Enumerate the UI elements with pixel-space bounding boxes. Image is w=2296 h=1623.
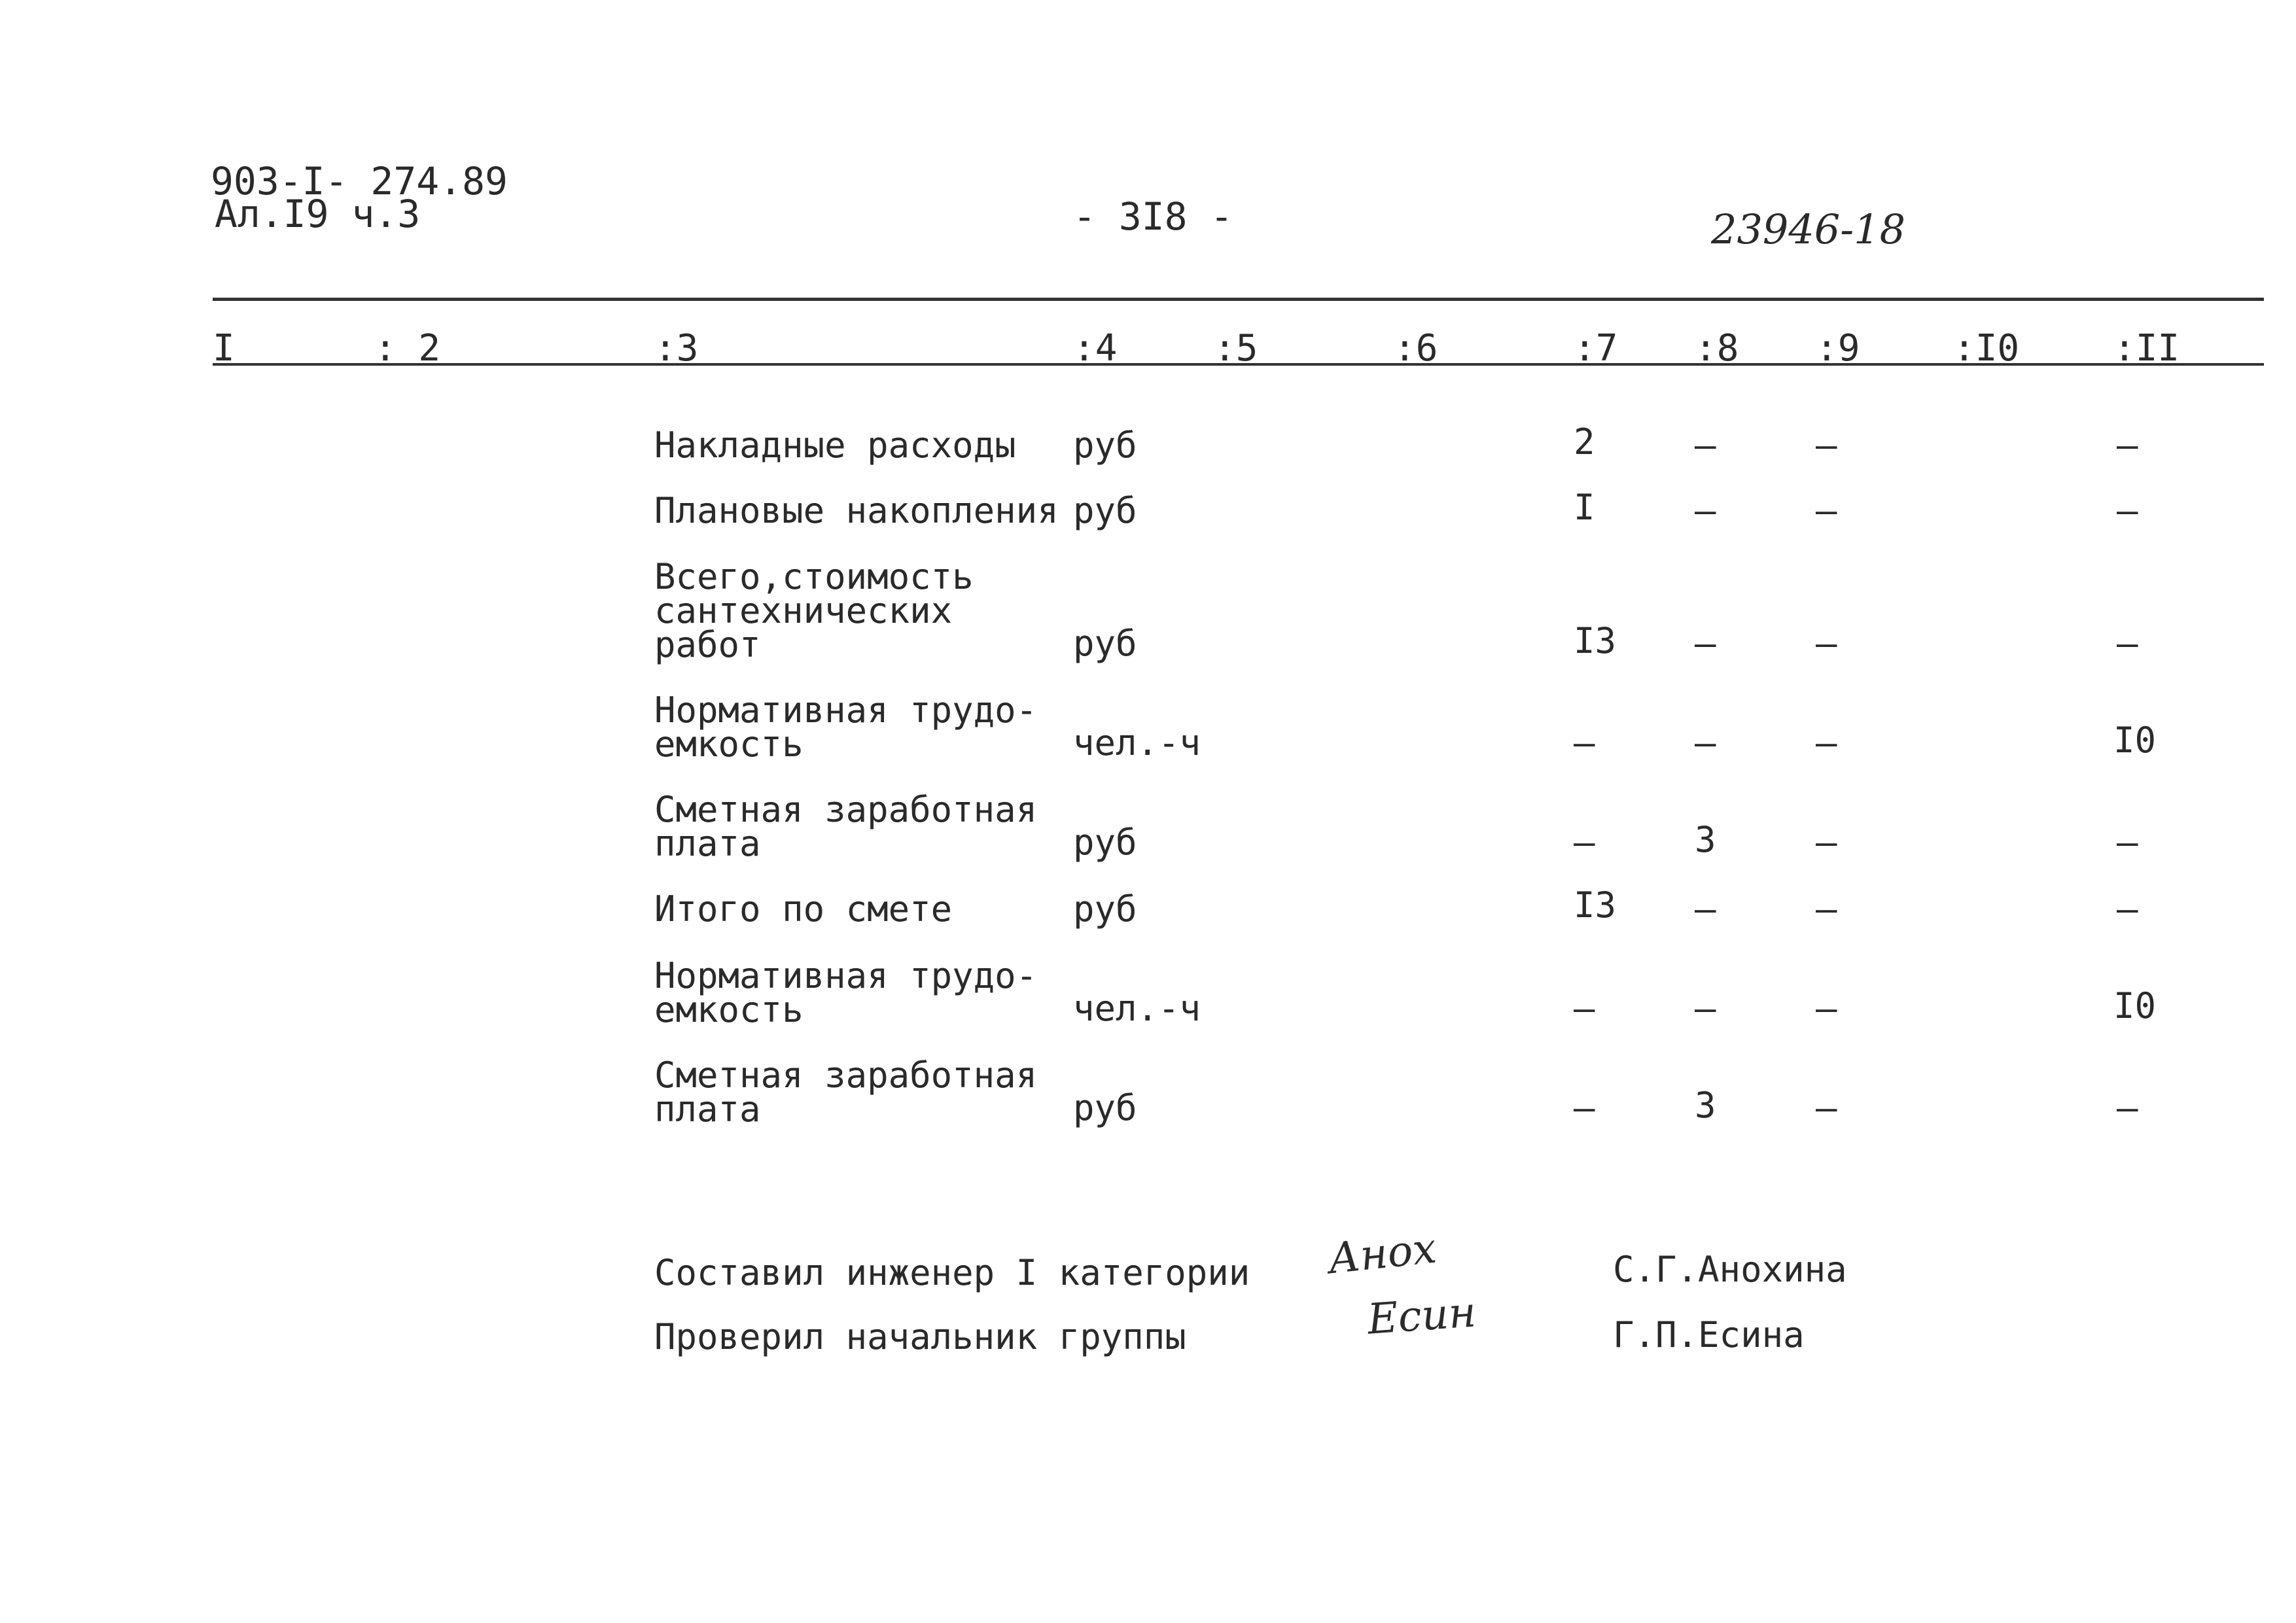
row-unit: руб — [1073, 425, 1137, 466]
row-col11: – — [2117, 822, 2138, 863]
column-header-6: :6 — [1394, 327, 1438, 370]
row-col9: – — [1816, 988, 1837, 1029]
row-col8: – — [1695, 722, 1716, 763]
row-unit: руб — [1073, 888, 1137, 930]
column-header-8: :8 — [1695, 327, 1739, 370]
row-col7: – — [1574, 722, 1595, 763]
row-unit: руб — [1073, 1087, 1137, 1128]
column-header-4: :4 — [1073, 327, 1118, 370]
row-col11: – — [2117, 425, 2138, 466]
row-col11: – — [2117, 888, 2138, 930]
row-description: Нормативная трудо- емкость — [654, 689, 1038, 765]
row-col9: – — [1816, 425, 1837, 466]
row-col9: – — [1816, 490, 1837, 531]
row-description: Итого по смете — [654, 888, 953, 930]
checked-by-role: Проверил начальник группы — [654, 1316, 1186, 1357]
row-description: Сметная заработная плата — [654, 789, 1038, 864]
row-description: Плановые накопления — [654, 490, 1059, 531]
row-col7: – — [1574, 988, 1595, 1029]
row-description: Всего,стоимость сантехнических работ — [654, 556, 974, 665]
row-col11: I0 — [2113, 985, 2157, 1026]
column-header-2: : 2 — [374, 327, 441, 370]
row-col9: – — [1816, 888, 1837, 930]
row-col8: 3 — [1695, 819, 1716, 860]
row-col9: – — [1816, 1087, 1837, 1128]
row-col8: 3 — [1695, 1085, 1716, 1126]
row-description: Нормативная трудо- емкость — [654, 955, 1038, 1030]
page-number: - 3I8 - — [1073, 194, 1233, 239]
row-col7: – — [1574, 1087, 1595, 1128]
row-col9: – — [1816, 623, 1837, 664]
row-unit: чел.-ч — [1073, 988, 1201, 1029]
row-description: Сметная заработная плата — [654, 1055, 1038, 1130]
row-col8: – — [1695, 490, 1716, 531]
row-col8: – — [1695, 623, 1716, 664]
compiled-by-role: Составил инженер I категории — [654, 1252, 1250, 1293]
row-col7: 2 — [1574, 421, 1595, 462]
column-header-5: :5 — [1214, 327, 1258, 370]
column-header-7: :7 — [1574, 327, 1618, 370]
column-header-1: I — [213, 327, 235, 370]
row-col9: – — [1816, 722, 1837, 763]
handwritten-signature: Анох — [1326, 1224, 1439, 1284]
column-header-11: :II — [2113, 327, 2180, 370]
row-unit: руб — [1073, 822, 1137, 863]
inventory-number: 23946-18 — [1711, 205, 1906, 253]
row-col9: – — [1816, 822, 1837, 863]
row-unit: руб — [1073, 623, 1137, 664]
row-col7: I3 — [1574, 884, 1617, 926]
column-header-10: :I0 — [1953, 327, 2020, 370]
row-col8: – — [1695, 988, 1716, 1029]
row-col11: – — [2117, 490, 2138, 531]
row-col11: – — [2117, 1087, 2138, 1128]
handwritten-signature: Есин — [1366, 1288, 1478, 1344]
sheet-reference: Ал.I9 ч.3 — [215, 192, 421, 236]
column-header-3: :3 — [654, 327, 699, 370]
table-top-rule — [213, 298, 2264, 301]
row-col11: – — [2117, 623, 2138, 664]
row-col7: – — [1574, 822, 1595, 863]
row-unit: чел.-ч — [1073, 722, 1201, 763]
document-code: 903-I- 274.89 — [211, 159, 508, 203]
row-description: Накладные расходы — [654, 425, 1016, 466]
checked-by-name: Г.П.Есина — [1613, 1314, 1805, 1355]
row-col7: I3 — [1574, 620, 1617, 661]
row-col11: I0 — [2113, 720, 2157, 761]
column-header-9: :9 — [1816, 327, 1860, 370]
compiled-by-name: С.Г.Анохина — [1613, 1249, 1847, 1290]
row-col8: – — [1695, 425, 1716, 466]
row-col7: I — [1574, 487, 1595, 528]
row-unit: руб — [1073, 490, 1137, 531]
row-col8: – — [1695, 888, 1716, 930]
